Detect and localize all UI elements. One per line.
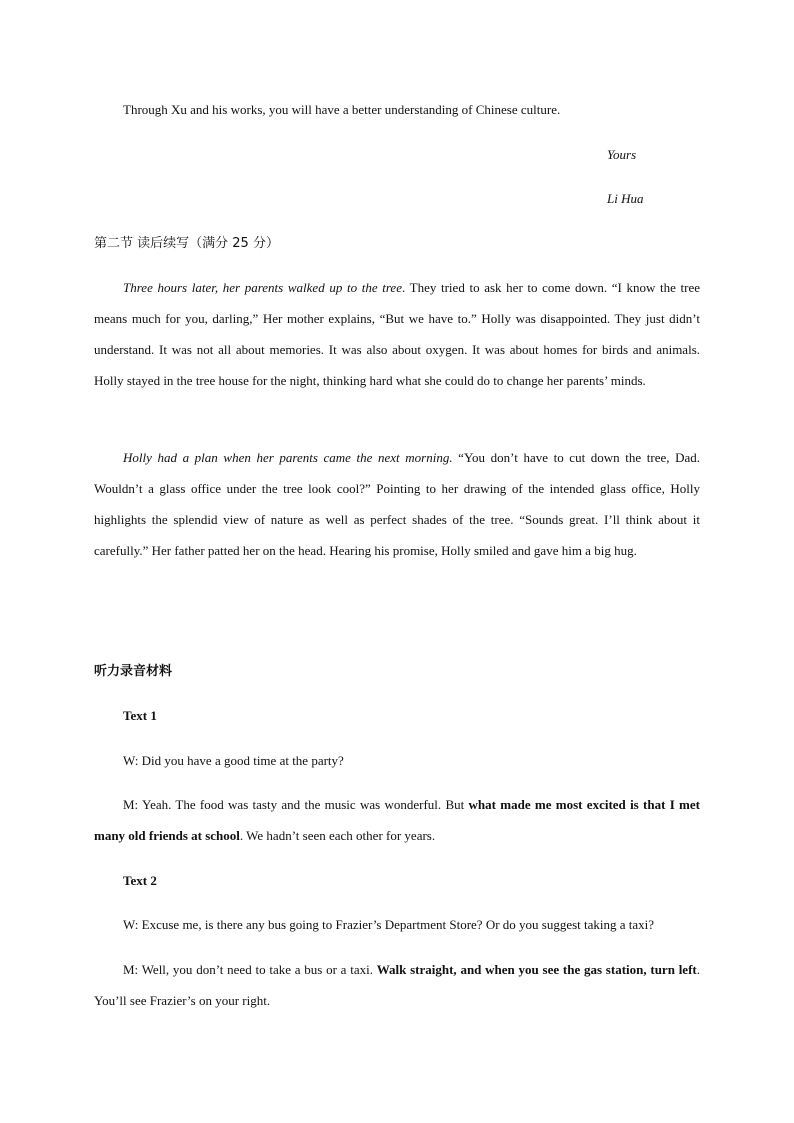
text1-man-end: . We hadn’t seen each other for years.: [239, 828, 436, 843]
text1-man-plain: M: Yeah. The food was tasty and the music was wonderful. But: [123, 797, 469, 812]
paragraph-2-opening: Holly had a plan when her parents came the next morning.: [123, 450, 453, 465]
text2-woman-line: W: Excuse me, is there any bus going to Frazier’s Department Store? Or do you suggest taking a taxi?: [123, 917, 655, 932]
letter-closing-line: Through Xu and his works, you will have a better understanding of Chinese culture.: [123, 102, 561, 117]
text2-man-end: . You’ll see Frazier’s on your right.: [94, 962, 700, 1008]
letter-sign-off: Yours: [607, 147, 637, 162]
text1-woman-line: W: Did you have a good time at the party?: [123, 753, 344, 768]
paragraph-1-opening: Three hours later, her parents walked up to the tree: [123, 280, 402, 295]
text2-man-plain: M: Well, you don’t need to take a bus or a taxi.: [123, 962, 377, 977]
listening-heading: 听力录音材料: [94, 664, 173, 679]
section2-heading: 第二节 读后续写（满分 25 分）: [94, 236, 279, 251]
text1-man-line: [94, 789, 700, 851]
continuation-paragraph-2: [94, 442, 700, 566]
text2-man-line: [94, 954, 700, 1016]
text2-title: Text 2: [123, 873, 157, 888]
paragraph-1-body: . They tried to ask her to come down. “I know the tree means much for you, darling,” Her mother explains, “But we have to.” Holly was disappointed. They just didn’t understand. It was not all about memories. It was also about oxygen. It was about homes for birds and animals. Holly stayed in the tree house for the night, thinking hard what she could do to change her parents’ minds.: [94, 280, 701, 388]
text1-man-key: what made me most excited is that I met many old friends at school: [94, 797, 700, 843]
text2-man-key: Walk straight, and when you see the gas station, turn left: [376, 962, 697, 977]
letter-signature: Li Hua: [607, 191, 644, 206]
continuation-paragraph-1: [94, 272, 700, 396]
text1-title: Text 1: [123, 708, 157, 723]
paragraph-2-body: “You don’t have to cut down the tree, Dad. Wouldn’t a glass office under the tree look cool?” Pointing to her drawing of the intended glass office, Holly highlights the splendid view of nature as well as perfect shades of the tree. “Sounds great. I’ll think about it carefully.” Her father patted her on the head. Hearing his promise, Holly smiled and gave him a big hug.: [94, 450, 700, 558]
